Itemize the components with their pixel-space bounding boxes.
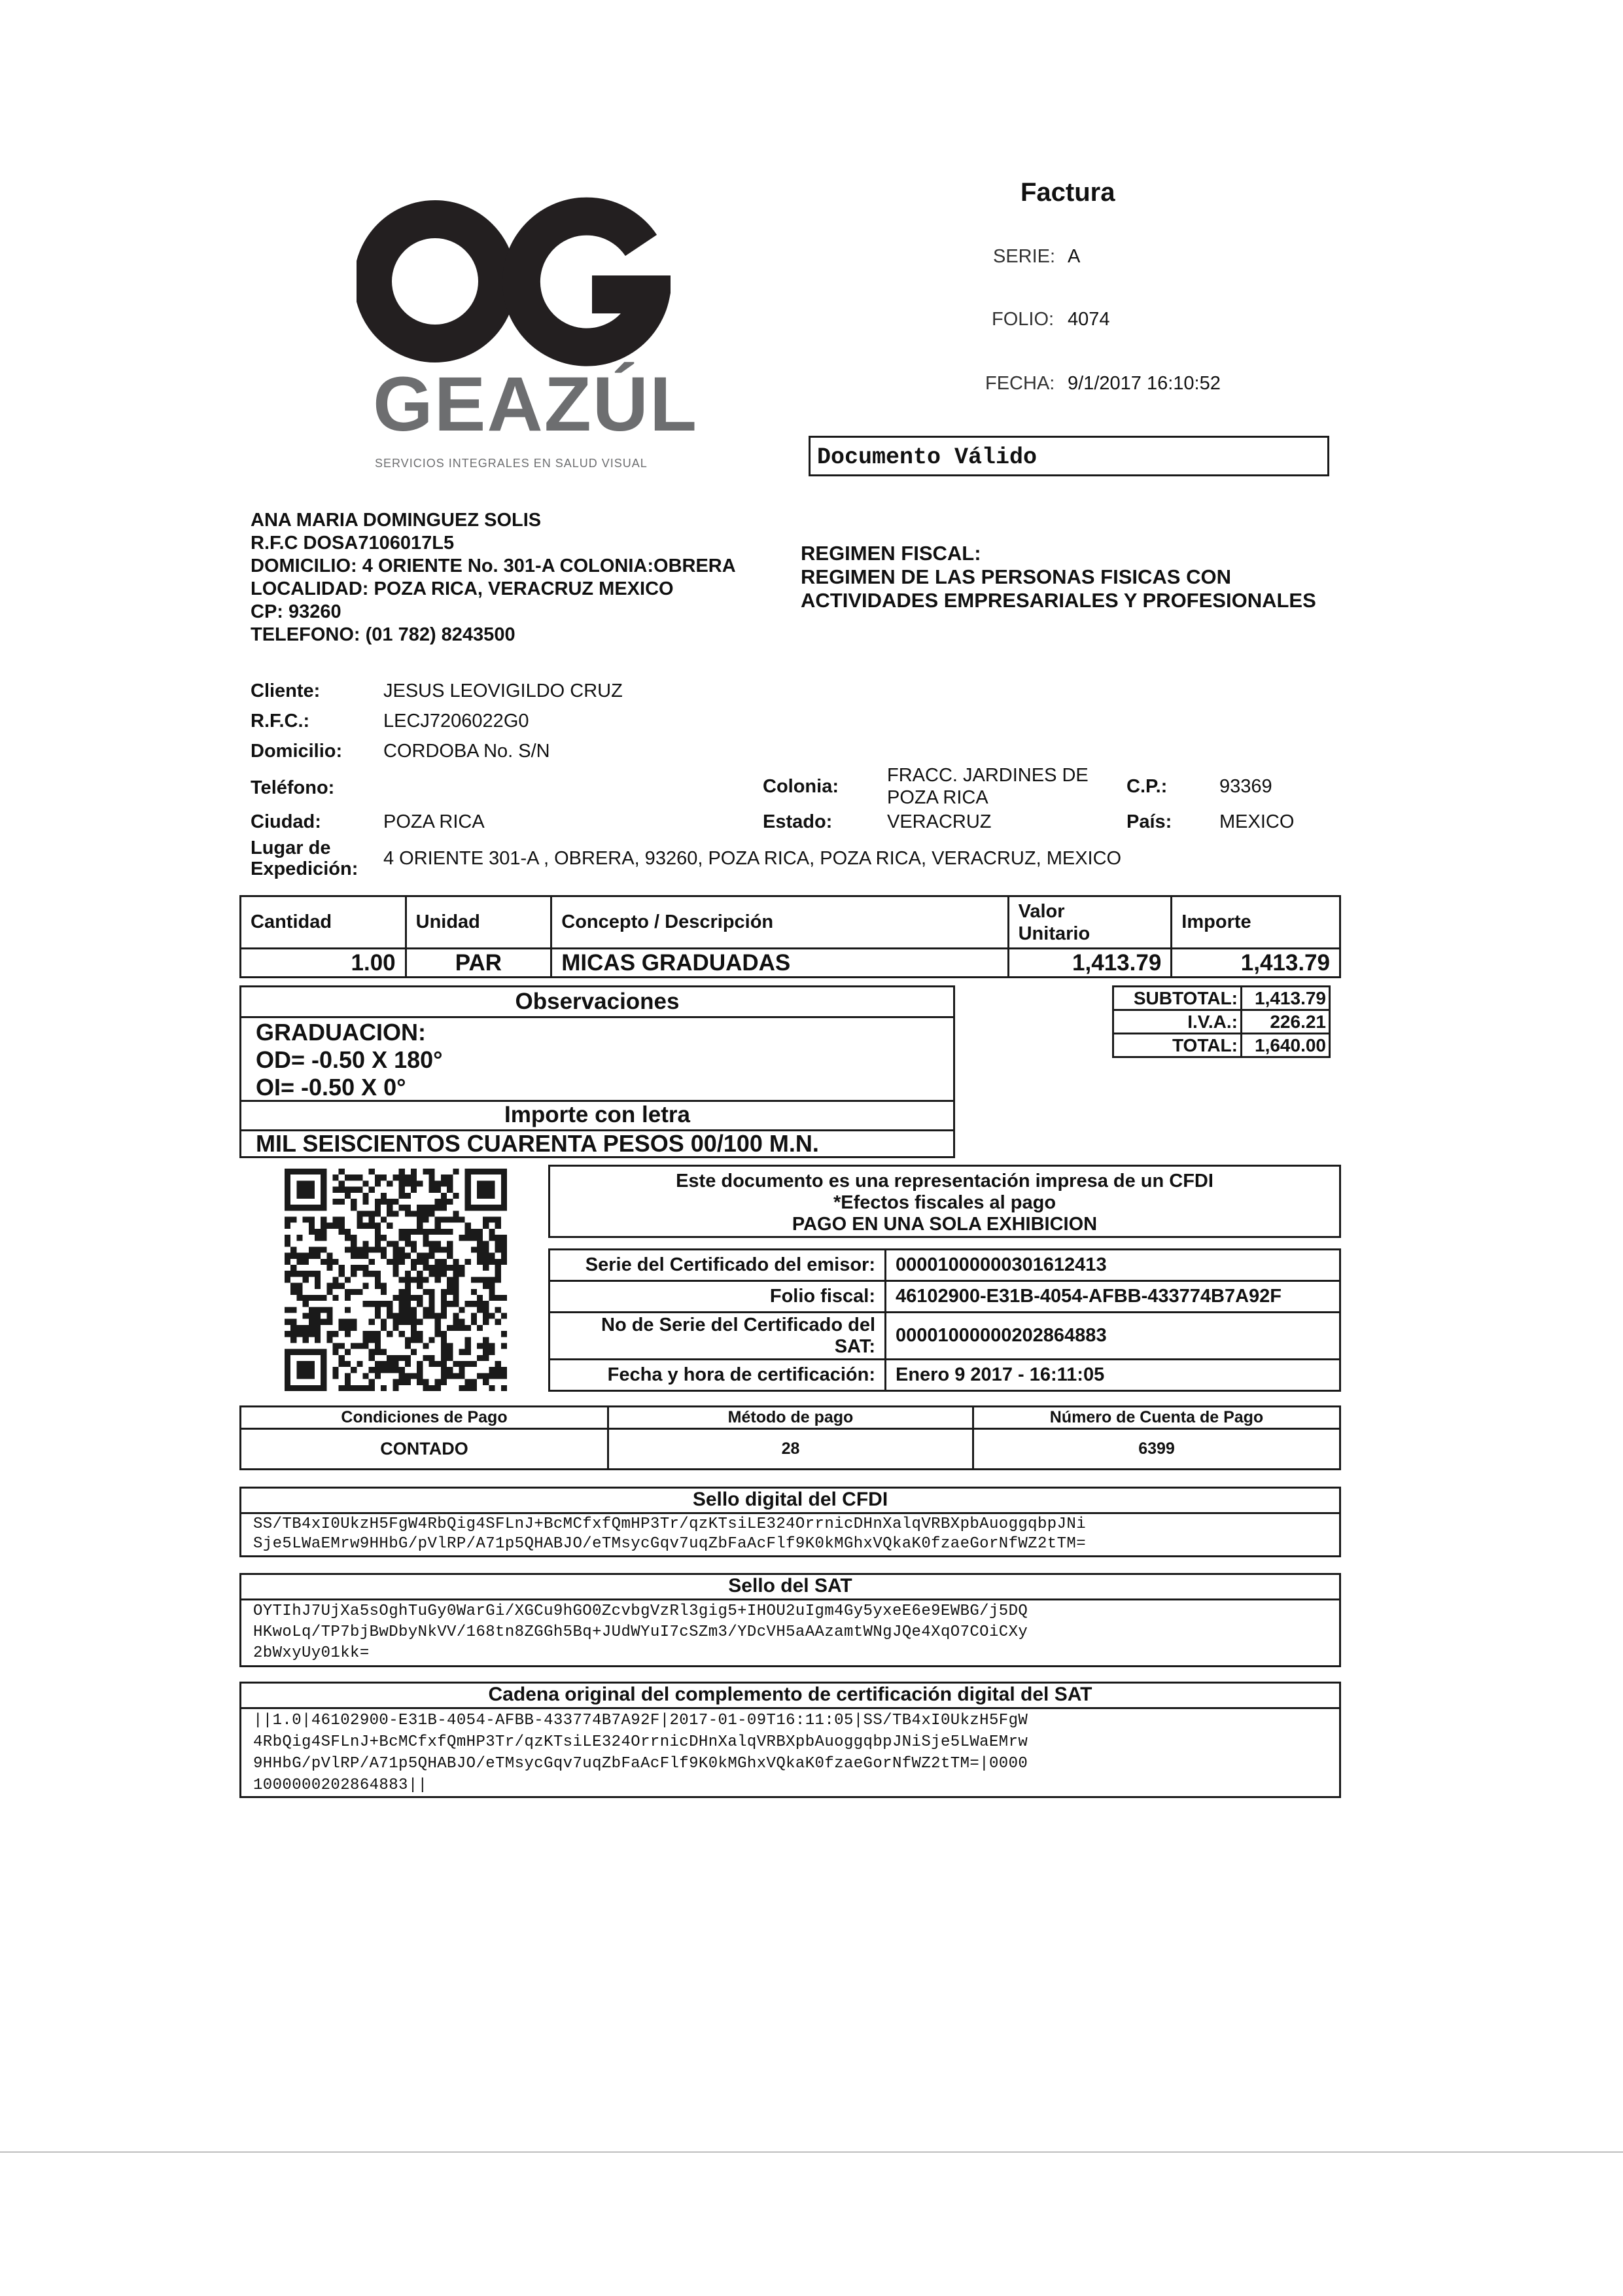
row-importe: 1,413.79 bbox=[1172, 949, 1340, 978]
col-importe: Importe bbox=[1172, 896, 1340, 949]
emisor-rfc: R.F.C DOSA7106017L5 bbox=[251, 533, 455, 554]
cuenta-value: 6399 bbox=[973, 1429, 1340, 1470]
sello-cfdi-title: Sello digital del CFDI bbox=[241, 1489, 1339, 1514]
emisor-telefono: TELEFONO: (01 782) 8243500 bbox=[251, 624, 515, 645]
cadena-line1: ||1.0|46102900-E31B-4054-AFBB-433774B7A92F|2017-01-09T16:11:05|SS/TB4xI0UkzH5FgW bbox=[253, 1712, 1028, 1729]
cfdi-notice bbox=[550, 1171, 1339, 1235]
domicilio-label: Domicilio: bbox=[251, 741, 343, 762]
regimen-line1: REGIMEN DE LAS PERSONAS FISICAS CON bbox=[801, 565, 1231, 588]
document-type: Factura bbox=[1021, 178, 1115, 207]
regimen-block bbox=[801, 542, 1316, 612]
cuenta-label: Número de Cuenta de Pago bbox=[973, 1407, 1340, 1429]
company-logo bbox=[357, 196, 699, 478]
cadena-box bbox=[239, 1682, 1341, 1798]
observaciones-line2: OD= -0.50 X 180° bbox=[256, 1046, 443, 1073]
col-cantidad: Cantidad bbox=[241, 896, 406, 949]
folio-label: FOLIO: bbox=[992, 309, 1055, 330]
serie-sat-label bbox=[550, 1313, 886, 1360]
serie-cert-label: Serie del Certificado del emisor: bbox=[550, 1250, 886, 1281]
cadena-text bbox=[253, 1710, 1028, 1796]
fecha-cert-label: Fecha y hora de certificación: bbox=[550, 1360, 886, 1391]
metodo-label: Método de pago bbox=[608, 1407, 973, 1429]
pago-table bbox=[239, 1405, 1341, 1470]
sello-cfdi-line1: SS/TB4xI0UkzH5FgW4RbQig4SFLnJ+BcMCfxfQmHP3Tr/qzKTsiLE324OrrnicDHnXalqVRBXpbAuoggqbpJNi bbox=[253, 1515, 1087, 1533]
fecha-label: FECHA: bbox=[985, 373, 1055, 394]
qr-code-graphic bbox=[283, 1169, 509, 1391]
importe-letra-title: Importe con letra bbox=[241, 1100, 953, 1131]
sello-sat-line1: OYTIhJ7UjXa5sOghTuGy0WarGi/XGCu9hGO0ZcvbgVzRl3gig5+IHOU2uIgm4Gy5yxeE6e9EWBG/j5DQ bbox=[253, 1602, 1028, 1620]
condiciones-label: Condiciones de Pago bbox=[241, 1407, 608, 1429]
qr-code-icon bbox=[283, 1169, 509, 1391]
cfdi-notice-box bbox=[548, 1165, 1341, 1238]
serie-sat-label-line2: SAT: bbox=[834, 1335, 875, 1357]
emisor-localidad: LOCALIDAD: POZA RICA, VERACRUZ MEXICO bbox=[251, 578, 674, 599]
cadena-line4: 1000000202864883|| bbox=[253, 1776, 428, 1794]
cadena-line2: 4RbQig4SFLnJ+BcMCfxfQmHP3Tr/qzKTsiLE324OrrnicDHnXalqVRBXpbAuoggqbpJNiSje5LWaEMrw bbox=[253, 1733, 1028, 1751]
sello-sat-line3: 2bWxyUy01kk= bbox=[253, 1644, 370, 1662]
col-valor bbox=[1008, 896, 1172, 949]
cp-value: 93369 bbox=[1219, 776, 1272, 797]
lugar-label-line2: Expedición: bbox=[251, 858, 358, 879]
importe-letra: MIL SEISCIENTOS CUARENTA PESOS 00/100 M.N. bbox=[256, 1130, 819, 1157]
sello-cfdi-line2: Sje5LWaEMrw9HHbG/pVlRP/A71p5QHABJO/eTMsycGqv7uqZbFaAcFlf9K0kMGhxVQkaK0fzaeGorNfWZ2tTM= bbox=[253, 1535, 1087, 1553]
sello-sat-box bbox=[239, 1573, 1341, 1667]
colonia-value bbox=[887, 764, 1089, 809]
estado-value: VERACRUZ bbox=[887, 811, 992, 832]
row-unidad: PAR bbox=[406, 949, 551, 978]
serie-value: A bbox=[1068, 246, 1081, 267]
og-logo-icon bbox=[357, 196, 671, 366]
observaciones-title: Observaciones bbox=[241, 989, 953, 1018]
cliente-label: Cliente: bbox=[251, 680, 321, 701]
sello-sat-text bbox=[253, 1601, 1028, 1664]
iva-label: I.V.A.: bbox=[1113, 1010, 1242, 1034]
row-valor: 1,413.79 bbox=[1008, 949, 1172, 978]
certificado-table bbox=[548, 1248, 1341, 1392]
sello-sat-line2: HKwoLq/TP7bjBwDbyNkVV/168tn8ZGGh5Bq+JUdWYuI7cSZm3/YDcVH5aAAzamtWNgJQe4XqO7COiCXy bbox=[253, 1623, 1028, 1641]
row-concepto: MICAS GRADUADAS bbox=[551, 949, 1008, 978]
emisor-domicilio: DOMICILIO: 4 ORIENTE No. 301-A COLONIA:OBRERA bbox=[251, 556, 736, 576]
items-header-row bbox=[241, 896, 1340, 949]
rfc-value: LECJ7206022G0 bbox=[383, 711, 529, 732]
cp-label: C.P.: bbox=[1126, 776, 1168, 797]
observaciones-text bbox=[256, 1019, 443, 1101]
observaciones-box bbox=[239, 985, 955, 1158]
total-label: TOTAL: bbox=[1113, 1034, 1242, 1057]
scan-edge-line bbox=[0, 2151, 1623, 2153]
regimen-line2: ACTIVIDADES EMPRESARIALES Y PROFESIONALES bbox=[801, 589, 1316, 612]
cfdi-notice-line2: *Efectos fiscales al pago bbox=[833, 1192, 1056, 1213]
subtotal-value: 1,413.79 bbox=[1242, 987, 1330, 1010]
serie-label: SERIE: bbox=[993, 246, 1056, 267]
col-unidad: Unidad bbox=[406, 896, 551, 949]
serie-sat-value: 00001000000202864883 bbox=[886, 1313, 1340, 1360]
lugar-value: 4 ORIENTE 301-A , OBRERA, 93260, POZA RICA, POZA RICA, VERACRUZ, MEXICO bbox=[383, 848, 1122, 869]
fecha-cert-value: Enero 9 2017 - 16:11:05 bbox=[886, 1360, 1340, 1391]
cadena-line3: 9HHbG/pVlRP/A71p5QHABJO/eTMsycGqv7uqZbFaAcFlf9K0kMGhxVQkaK0fzaeGorNfWZ2tTM=|0000 bbox=[253, 1755, 1028, 1773]
brand-name: GEAZÚL bbox=[373, 361, 699, 448]
items-table bbox=[239, 895, 1341, 978]
col-valor-line2: Unitario bbox=[1018, 923, 1091, 944]
status-text: Documento Válido bbox=[817, 444, 1038, 470]
totals-table bbox=[1112, 985, 1331, 1058]
status-badge bbox=[809, 436, 1329, 476]
colonia-line1: FRACC. JARDINES DE bbox=[887, 765, 1089, 786]
pais-label: País: bbox=[1126, 811, 1172, 832]
total-value: 1,640.00 bbox=[1242, 1034, 1330, 1057]
pais-value: MEXICO bbox=[1219, 811, 1295, 832]
emisor-cp: CP: 93260 bbox=[251, 601, 341, 622]
fecha-value: 9/1/2017 16:10:52 bbox=[1068, 373, 1221, 394]
col-valor-line1: Valor bbox=[1018, 900, 1065, 922]
telefono-label: Teléfono: bbox=[251, 777, 335, 798]
folio-value: 4074 bbox=[1068, 309, 1110, 330]
estado-label: Estado: bbox=[763, 811, 833, 832]
observaciones-line3: OI= -0.50 X 0° bbox=[256, 1074, 406, 1101]
sello-cfdi-box bbox=[239, 1487, 1341, 1557]
brand-tagline: SERVICIOS INTEGRALES EN SALUD VISUAL bbox=[375, 457, 648, 470]
regimen-label: REGIMEN FISCAL: bbox=[801, 542, 981, 565]
lugar-label-line1: Lugar de bbox=[251, 838, 331, 858]
ciudad-value: POZA RICA bbox=[383, 811, 485, 832]
emisor-name: ANA MARIA DOMINGUEZ SOLIS bbox=[251, 510, 542, 531]
emisor-block bbox=[251, 509, 736, 646]
sello-sat-title: Sello del SAT bbox=[241, 1575, 1339, 1600]
domicilio-value: CORDOBA No. S/N bbox=[383, 741, 550, 762]
col-concepto: Concepto / Descripción bbox=[551, 896, 1008, 949]
colonia-line2: POZA RICA bbox=[887, 787, 988, 808]
subtotal-label: SUBTOTAL: bbox=[1113, 987, 1242, 1010]
iva-value: 226.21 bbox=[1242, 1010, 1330, 1034]
ciudad-label: Ciudad: bbox=[251, 811, 321, 832]
colonia-label: Colonia: bbox=[763, 776, 839, 797]
cliente-value: JESUS LEOVIGILDO CRUZ bbox=[383, 680, 623, 701]
observaciones-line1: GRADUACION: bbox=[256, 1019, 426, 1046]
cfdi-notice-line3: PAGO EN UNA SOLA EXHIBICION bbox=[792, 1214, 1098, 1235]
folio-fiscal-label: Folio fiscal: bbox=[550, 1281, 886, 1313]
cfdi-notice-line1: Este documento es una representación impresa de un CFDI bbox=[676, 1171, 1213, 1192]
serie-sat-label-line1: No de Serie del Certificado del bbox=[601, 1314, 875, 1335]
row-cantidad: 1.00 bbox=[241, 949, 406, 978]
folio-fiscal-value: 46102900-E31B-4054-AFBB-433774B7A92F bbox=[886, 1281, 1340, 1313]
metodo-value: 28 bbox=[608, 1429, 973, 1470]
rfc-label: R.F.C.: bbox=[251, 711, 310, 732]
serie-cert-value: 00001000000301612413 bbox=[886, 1250, 1340, 1281]
sello-cfdi-text bbox=[253, 1515, 1086, 1554]
table-row bbox=[241, 949, 1340, 978]
lugar-label bbox=[251, 838, 358, 879]
condiciones-value: CONTADO bbox=[241, 1429, 608, 1470]
cadena-title: Cadena original del complemento de certificación digital del SAT bbox=[241, 1684, 1339, 1709]
